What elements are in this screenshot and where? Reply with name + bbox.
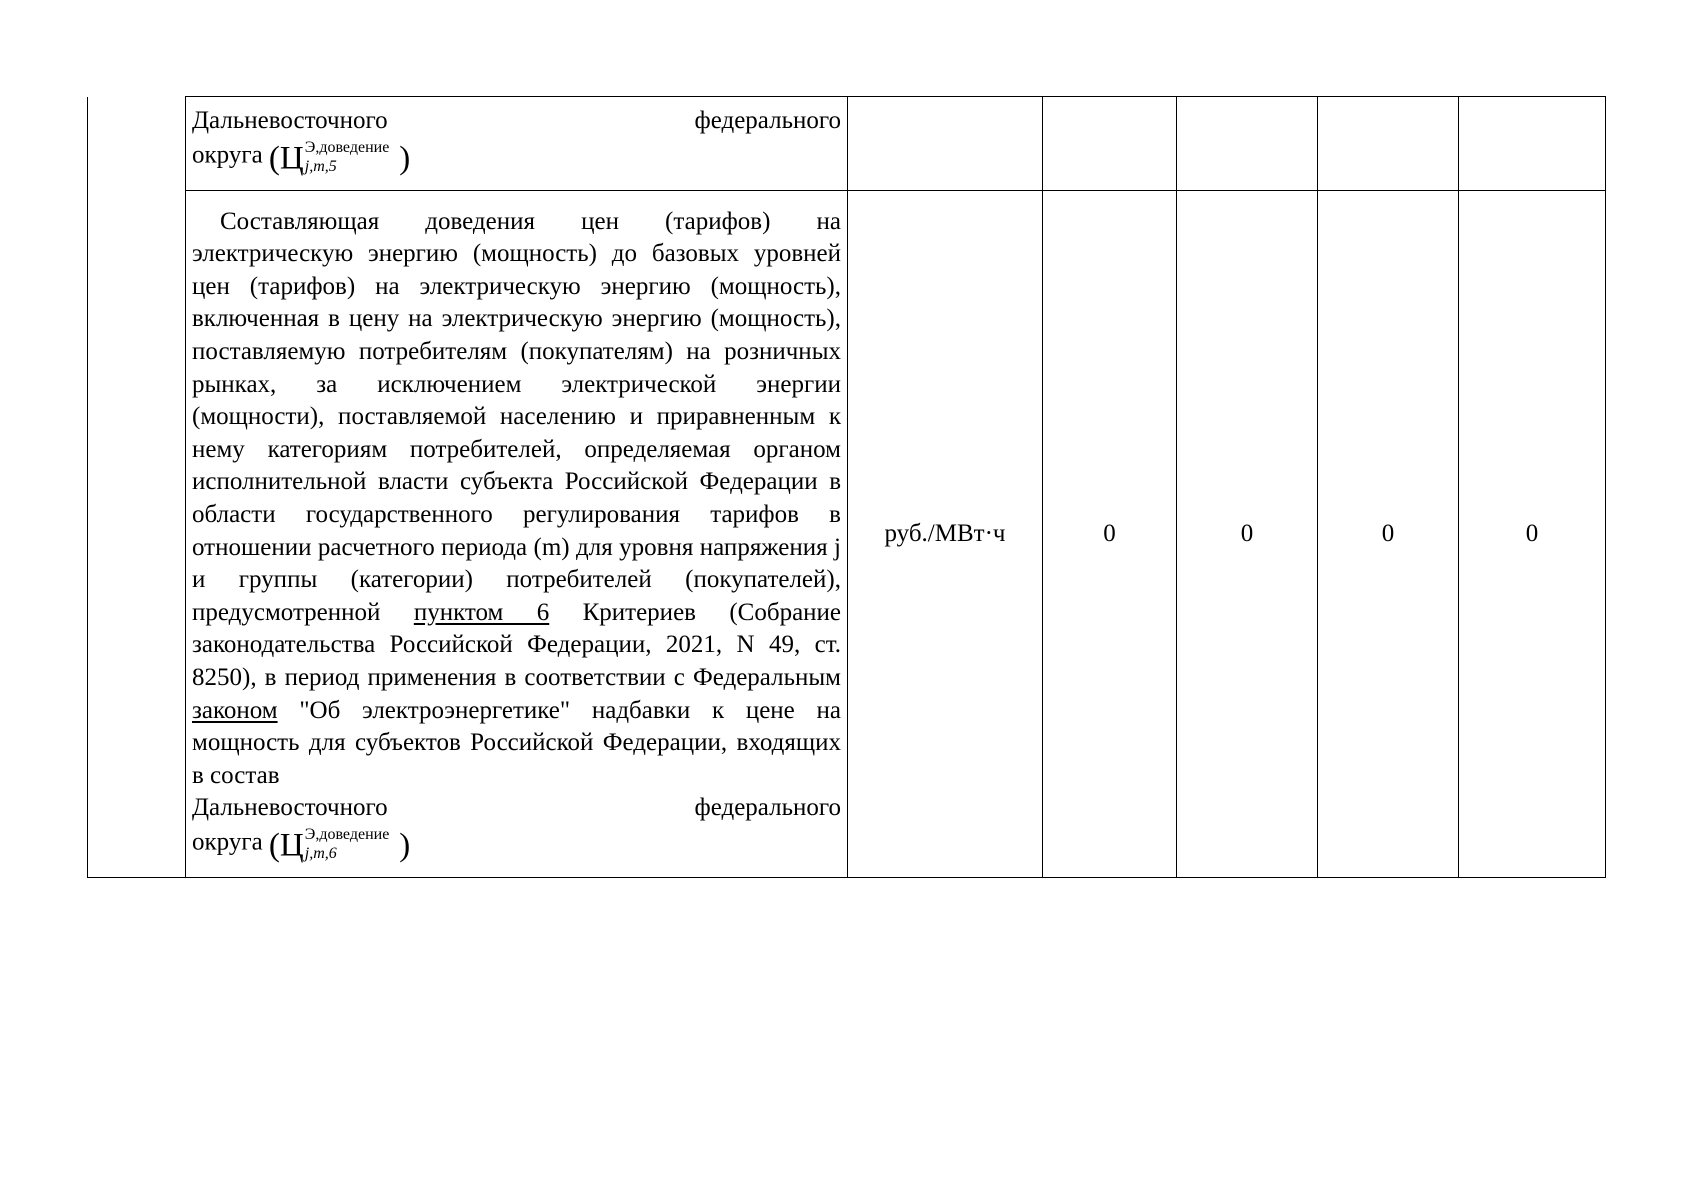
paren-open: ( xyxy=(268,140,280,177)
symbol-superscript: Э,доведение xyxy=(304,138,390,156)
value-cell xyxy=(1459,97,1606,191)
symbol-letter: Ц xyxy=(279,140,304,177)
symbol-scripts xyxy=(305,825,390,863)
table-row xyxy=(88,190,1606,877)
text-fragment: "Об электроэнергетике" надбавки к цене на мощность для субъектов Российской Федерации, входящих в состав xyxy=(192,696,841,789)
table-row xyxy=(88,97,1606,191)
value-cell: 0 xyxy=(1177,190,1318,877)
description-paragraph xyxy=(192,206,841,793)
text-fragment: округа xyxy=(192,141,263,169)
paren-close: ) xyxy=(399,827,411,864)
value-cell: 0 xyxy=(1459,190,1606,877)
description-cell xyxy=(186,97,848,191)
text-fragment: Дальневосточного xyxy=(192,107,388,134)
value-cell xyxy=(1177,97,1318,191)
unit-cell xyxy=(848,97,1043,191)
law-link[interactable]: законом xyxy=(192,696,278,724)
price-symbol xyxy=(269,827,410,865)
value-cell xyxy=(1318,97,1459,191)
unit-cell: руб./МВт·ч xyxy=(848,190,1043,877)
description-last-line xyxy=(192,825,841,863)
price-symbol xyxy=(269,140,410,178)
text-fragment: Дальневосточного xyxy=(192,794,388,822)
symbol-letter: Ц xyxy=(279,827,304,864)
tariff-table xyxy=(87,96,1606,878)
text-fragment: Критериев (Собрание законодательства Российской Федерации, 2021, N 49, ст. 8250), в период применения в соответствии с Федеральным xyxy=(192,598,842,691)
justified-line xyxy=(192,792,841,825)
text-fragment: округа xyxy=(192,828,263,856)
value-cell: 0 xyxy=(1318,190,1459,877)
row-number-cell xyxy=(88,97,186,191)
text-fragment: федерального xyxy=(694,794,841,822)
row-number-cell xyxy=(88,190,186,877)
symbol-scripts xyxy=(305,138,390,176)
symbol-subscript: j,m,5 xyxy=(304,157,337,175)
text-fragment: Составляющая доведения цен (тарифов) на электрическую энергию (мощность) до базовых уровней цен (тарифов) на электрическую энергию (мощность), включенная в цену на электрическую энергию (мощность), поставляемую потребителям (покупателям) на розничных рынках, за исключением электрической энергии (мощности), поставляемой населению и приравненным к нему категориям потребителей, определяемая органом исполнительной власти субъекта Российской Федерации в области государственного регулирования тарифов в отношении расчетного периода (m) для уровня напряжения j и группы (категории) потребителей (покупателей), предусмотренной xyxy=(192,207,841,626)
value-cell xyxy=(1043,97,1177,191)
description-cell xyxy=(186,190,848,877)
description-last-line xyxy=(192,138,841,176)
paren-close: ) xyxy=(399,140,411,177)
value-cell: 0 xyxy=(1043,190,1177,877)
symbol-subscript: j,m,6 xyxy=(304,844,337,862)
symbol-superscript: Э,доведение xyxy=(304,825,390,843)
point-6-link[interactable]: пунктом 6 xyxy=(413,598,550,626)
paren-open: ( xyxy=(268,827,280,864)
text-fragment: федерального xyxy=(694,107,841,134)
justified-line xyxy=(192,105,841,138)
